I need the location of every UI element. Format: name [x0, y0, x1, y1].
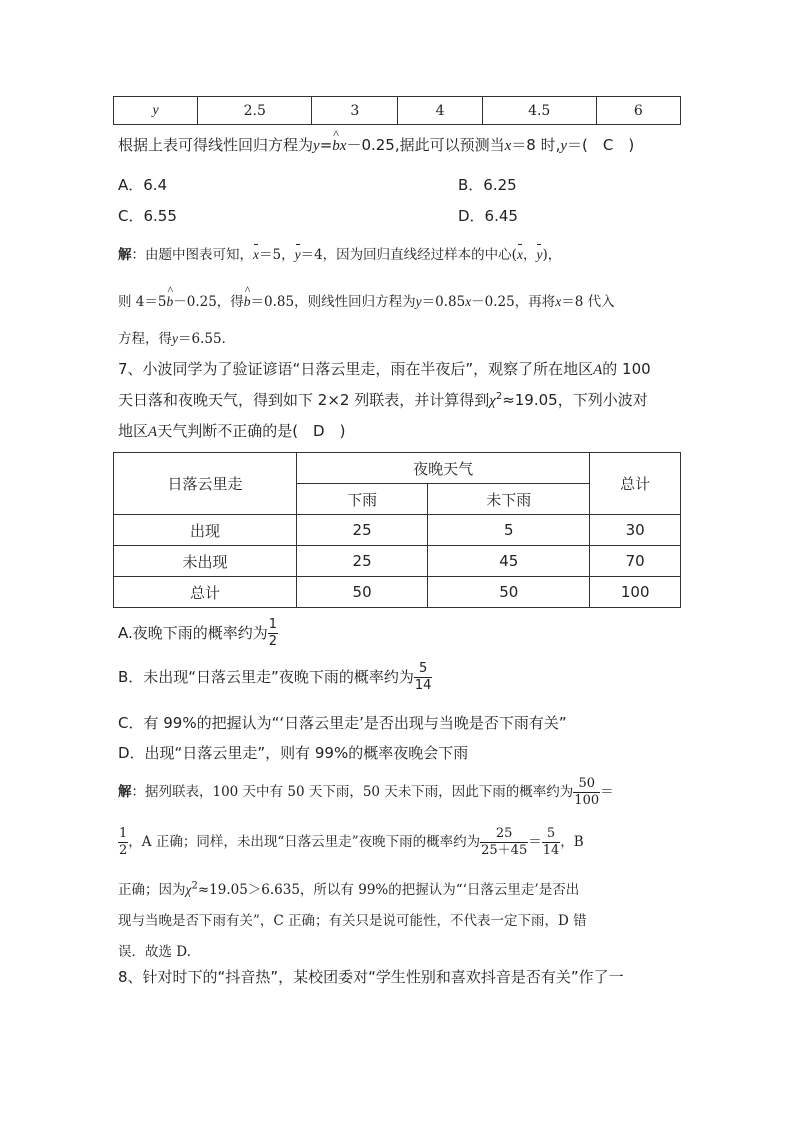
data-table-y	[113, 96, 681, 125]
total-header: 总计	[590, 453, 681, 515]
q7-solution-line2: $\frac{1}{2}$ ，A 正确；同样，未出现“日落云里走”夜晚下雨的概率约为 $\frac{25}{25+45}$ ＝ $\frac{5}{14}$ ，B	[119, 826, 584, 858]
table-cell: 50	[296, 577, 427, 608]
row-label: 总计	[114, 577, 297, 608]
q6-solution-line1: 解：由题中图表可知，x＝5，y＝4，因为回归直线经过样本的中心(x，y)，	[118, 247, 562, 263]
group-header: 夜晚天气	[296, 453, 589, 484]
table-cell: 4.5	[482, 97, 596, 125]
q7-option-c: C．有 99%的把握认为“‘日落云里走’是否出现与当晚是否下雨有关”	[118, 714, 567, 732]
q6-stem: 根据上表可得线性回归方程为y=^ bx－0.25,据此可以预测当x＝8 时,y＝( C )	[118, 134, 634, 155]
table-row	[114, 97, 681, 125]
contingency-table	[113, 452, 681, 608]
table-cell: 3	[312, 97, 398, 125]
subheader-no-rain: 未下雨	[428, 484, 590, 515]
table-cell: 6	[596, 97, 680, 125]
q6-option-a: A．6.4	[118, 176, 168, 194]
q6-option-d: D．6.45	[458, 207, 518, 225]
q7-stem-line3: 地区A天气判断不正确的是( D )	[118, 422, 346, 440]
table-row	[114, 515, 681, 546]
q7-solution-line3: 正确；因为$\chi^2\approx 19.05>6.635$，所以有 99%的把握认为“‘日落云里走’是否出	[118, 880, 580, 898]
row-label-y: y	[114, 97, 198, 125]
table-cell: 50	[428, 577, 590, 608]
table-cell: 70	[590, 546, 681, 577]
q6-solution-line3: 方程，得y＝6.55.	[118, 331, 226, 347]
q7-solution-line4: 现与当晚是否下雨有关”，C 正确；有关只是说可能性，不代表一定下雨，D 错	[118, 913, 587, 929]
table-header-row	[114, 453, 681, 484]
q7-solution-line1: 解：据列联表，100 天中有 50 天下雨，50 天未下雨，因此下雨的概率约为 $\frac{50}{100}$ ＝	[118, 776, 614, 808]
table-cell: 25	[296, 546, 427, 577]
table-row	[114, 577, 681, 608]
q7-stem-line2: 天日落和夜晚天气，得到如下 2×2 列联表，并计算得到$\chi^2\approx 19.05$，下列小波对	[118, 391, 648, 409]
table-cell: 25	[296, 515, 427, 546]
q6-option-b: B．6.25	[458, 176, 517, 194]
q8-stem-line1: 8、针对时下的“抖音热”，某校团委对“学生性别和喜欢抖音是否有关”作了一	[118, 968, 624, 986]
q7-option-d: D．出现“日落云里走”，则有 99%的概率夜晚会下雨	[118, 744, 469, 762]
q7-option-a: A.夜晚下雨的概率约为 $\frac{1}{2}$	[118, 617, 278, 649]
table-cell: 45	[428, 546, 590, 577]
table-cell: 2.5	[198, 97, 312, 125]
row-label: 未出现	[114, 546, 297, 577]
subheader-rain: 下雨	[296, 484, 427, 515]
table-cell: 100	[590, 577, 681, 608]
corner-header: 日落云里走	[114, 453, 297, 515]
table-cell: 5	[428, 515, 590, 546]
table-row	[114, 546, 681, 577]
table-cell: 4	[398, 97, 482, 125]
q7-option-b: B．未出现“日落云里走”夜晚下雨的概率约为 $\frac{5}{14}$	[118, 661, 432, 693]
q7-stem-line1: 7、小波同学为了验证谚语“日落云里走，雨在半夜后”，观察了所在地区A的 100	[118, 360, 651, 378]
q6-solution-line2: 则 4＝5^ b－0.25，得^ b＝0.85，则线性回归方程为y＝0.85x－0.25，再将x＝8 代入	[118, 290, 615, 310]
q6-option-c: C．6.55	[118, 207, 177, 225]
q7-solution-line5: 误．故选 D.	[118, 944, 191, 960]
table-cell: 30	[590, 515, 681, 546]
row-label: 出现	[114, 515, 297, 546]
